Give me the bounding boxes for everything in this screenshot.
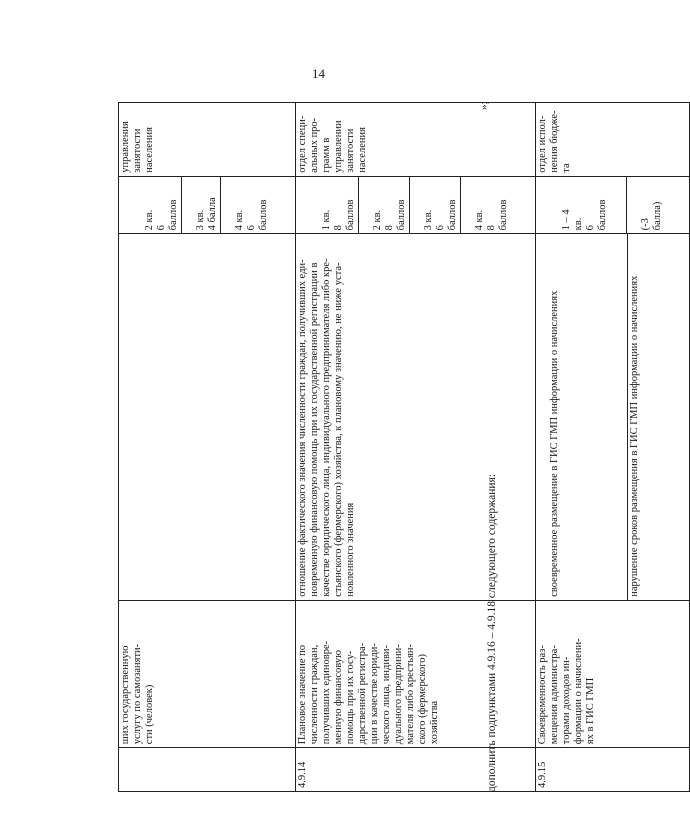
points-value: 4 кв. 6 баллов	[234, 199, 269, 231]
points-value: 2 кв. 6 баллов	[143, 177, 182, 234]
indicator-description: отношение фактического значения численности граждан, получивших еди- новременную финансовую помощь при их государственной регистрации в качестве юридического лица, индивидуального предпринимателя либо кре- стьянского (фермерского) хозяйства, к плановому значению, не ниже уста- новленного значения	[296, 234, 536, 600]
indicator-name: Плановое значение по численности граждан, получивших единовре- менную финансовую помощь при их госу- дарственной регистра- ции в качестве юриди- ческого лица, индиви- дуального предприни- мателя либо крестьян- ского (фермерского) хозяйства	[296, 600, 536, 747]
closing-quote-mark: »;	[478, 101, 490, 110]
indicator-description	[536, 234, 690, 600]
table-row	[536, 103, 690, 792]
points-value: (-3 балла)	[640, 201, 663, 231]
indicator-table	[118, 102, 690, 792]
indicator-name: ших государственную услугу по самозаняти- сти (человек)	[119, 600, 296, 747]
row-number: 4.9.15	[536, 748, 690, 792]
description-main: своевременное размещение в ГИС ГМП информации о начислениях	[549, 290, 560, 597]
points-value: 3 кв. 4 балла	[194, 177, 221, 234]
points-value: 4 кв. 8 баллов	[474, 199, 509, 231]
points-value: 1 – 4 кв. 6 баллов	[560, 177, 627, 234]
row-number: 4.9.14	[296, 748, 536, 792]
points-value: 1 кв. 8 баллов	[320, 177, 359, 234]
rotated-content	[118, 101, 663, 792]
points-value: 2 кв. 8 баллов	[371, 177, 410, 234]
responsible-unit: отдел испол- нения бюдже- та	[536, 103, 690, 177]
amendment-text: дополнить подпунктами 4.9.16 – 4.9.18 следующего содержания:	[486, 474, 498, 792]
points-cell	[119, 176, 296, 234]
indicator-description	[119, 234, 296, 600]
row-number	[119, 748, 296, 792]
indicator-name: Своевременность раз- мещения администра- торами доходов ин- формации о начислени- ях в ГИС ГМП	[536, 600, 690, 747]
points-cell	[296, 176, 536, 234]
responsible-unit: отдел специ- альных про- грамм в управлении занятости населения	[296, 103, 536, 177]
table-row	[296, 103, 536, 792]
points-cell	[536, 176, 690, 234]
table-row	[119, 103, 296, 792]
page-number: 14	[312, 66, 325, 81]
description-violation: нарушение сроков размещения в ГИС ГМП информации о начислениях	[627, 234, 642, 599]
responsible-unit: управления занятости населения	[119, 103, 296, 177]
points-value: 3 кв. 6 баллов	[422, 177, 461, 234]
